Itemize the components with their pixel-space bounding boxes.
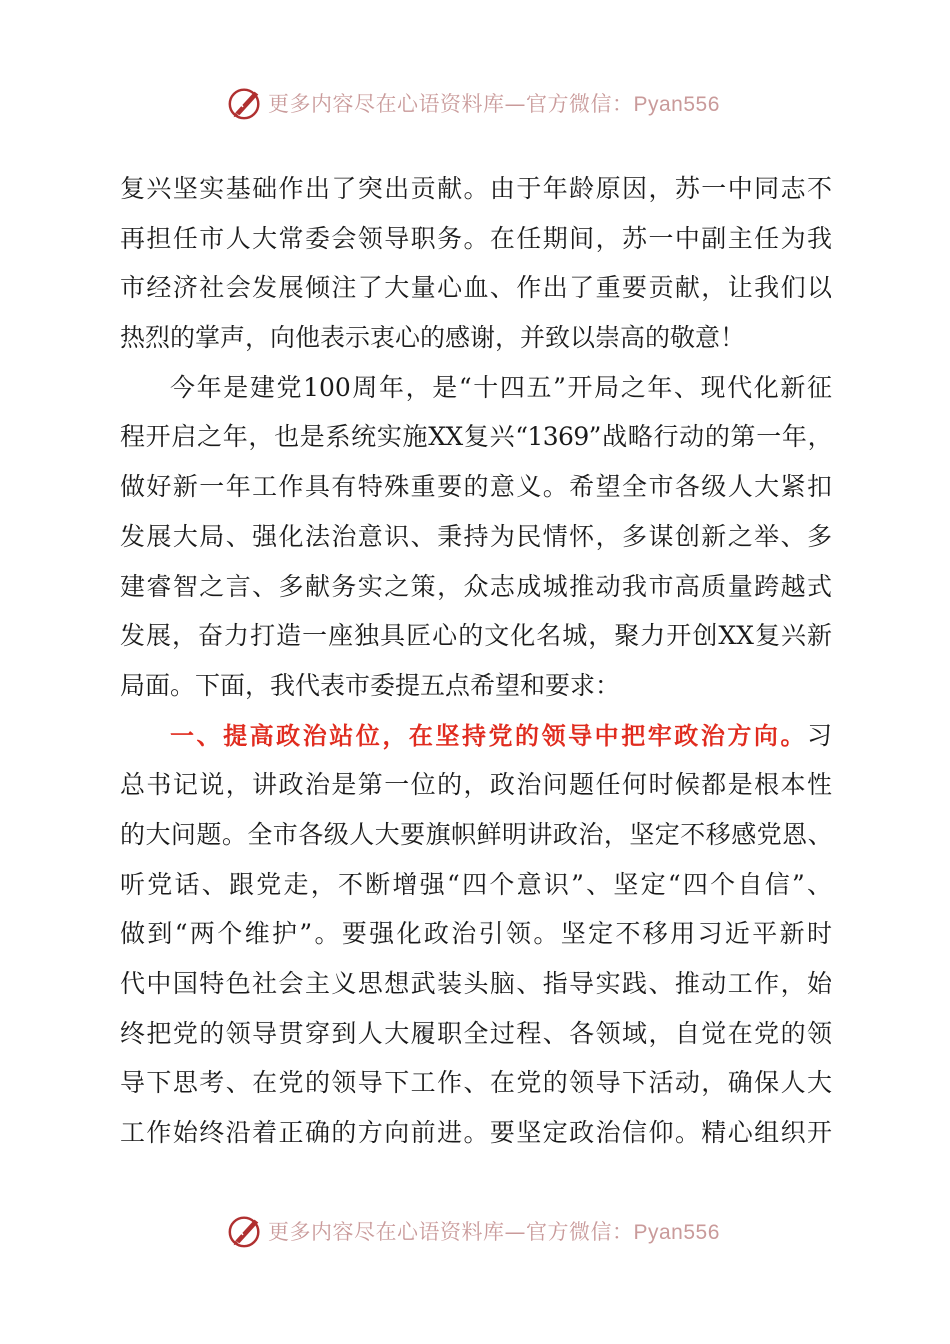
paragraph-line: 做到“两个维护”。要强化政治引领。坚定不移用习近平新时 (120, 919, 832, 949)
paragraph-line: 建睿智之言、多献务实之策，众志成城推动我市高质量跨越式 (120, 571, 832, 601)
document-body (120, 164, 832, 1158)
paragraph-line: 复兴坚实基础作出了突出贡献。由于年龄原因，苏一中同志不 (120, 174, 832, 203)
paragraph-line: 热烈的掌声，向他表示衷心的感谢，并致以崇高的敬意！ (120, 323, 746, 353)
paragraph-line: 再担任市人大常委会领导职务。在任期间，苏一中副主任为我 (120, 223, 832, 253)
footer-banner (226, 1211, 720, 1251)
paragraph-line: 发展，奋力打造一座独具匠心的文化名城，聚力开创XX复兴新 (120, 621, 832, 651)
paragraph-line: 做好新一年工作具有特殊重要的意义。希望全市各级人大紧扣 (120, 472, 832, 502)
pen-circle-logo (226, 84, 264, 122)
section-heading-line (120, 711, 832, 761)
paragraph-line: 终把党的领导贯穿到人大履职全过程、各领域，自觉在党的领 (120, 1018, 832, 1048)
pen-circle-logo (226, 1212, 264, 1250)
paragraph-line: 代中国特色社会主义思想武装头脑、指导实践、推动工作，始 (120, 969, 832, 998)
header-banner (226, 83, 720, 123)
paragraph-line: 工作始终沿着正确的方向前进。要坚定政治信仰。精心组织开 (120, 1118, 832, 1148)
paragraph-line: 总书记说，讲政治是第一位的，政治问题任何时候都是根本性 (120, 770, 832, 800)
banner-text: 更多内容尽在心语资料库—官方微信：Pyan556 (268, 1220, 720, 1244)
banner-handle: Pyan556 (633, 1221, 720, 1244)
paragraph-line: 导下思考、在党的领导下工作、在党的领导下活动，确保人大 (120, 1068, 832, 1098)
paragraph-line: 听党话、跟党走，不断增强“四个意识”、坚定“四个自信”、 (120, 869, 832, 899)
paragraph-line: 市经济社会发展倾注了大量心血、作出了重要贡献，让我们以 (120, 273, 832, 303)
banner-text: 更多内容尽在心语资料库—官方微信：Pyan556 (268, 92, 720, 116)
paragraph-line: 局面。下面，我代表市委提五点希望和要求： (120, 670, 621, 700)
banner-handle: Pyan556 (633, 93, 720, 116)
paragraph-line: 今年是建党100周年，是“十四五”开局之年、现代化新征 (170, 372, 832, 402)
paragraph-line: 发展大局、强化法治意识、秉持为民情怀，多谋创新之举、多 (120, 521, 832, 551)
paragraph-line: 的大问题。全市各级人大要旗帜鲜明讲政治，坚定不移感党恩、 (120, 819, 832, 849)
paragraph-line: 程开启之年，也是系统实施XX复兴“1369”战略行动的第一年， (120, 422, 832, 452)
section-heading: 一、提高政治站位，在坚持党的领导中把牢政治方向。 (170, 721, 807, 750)
paragraph-text: 习 (806, 720, 832, 750)
